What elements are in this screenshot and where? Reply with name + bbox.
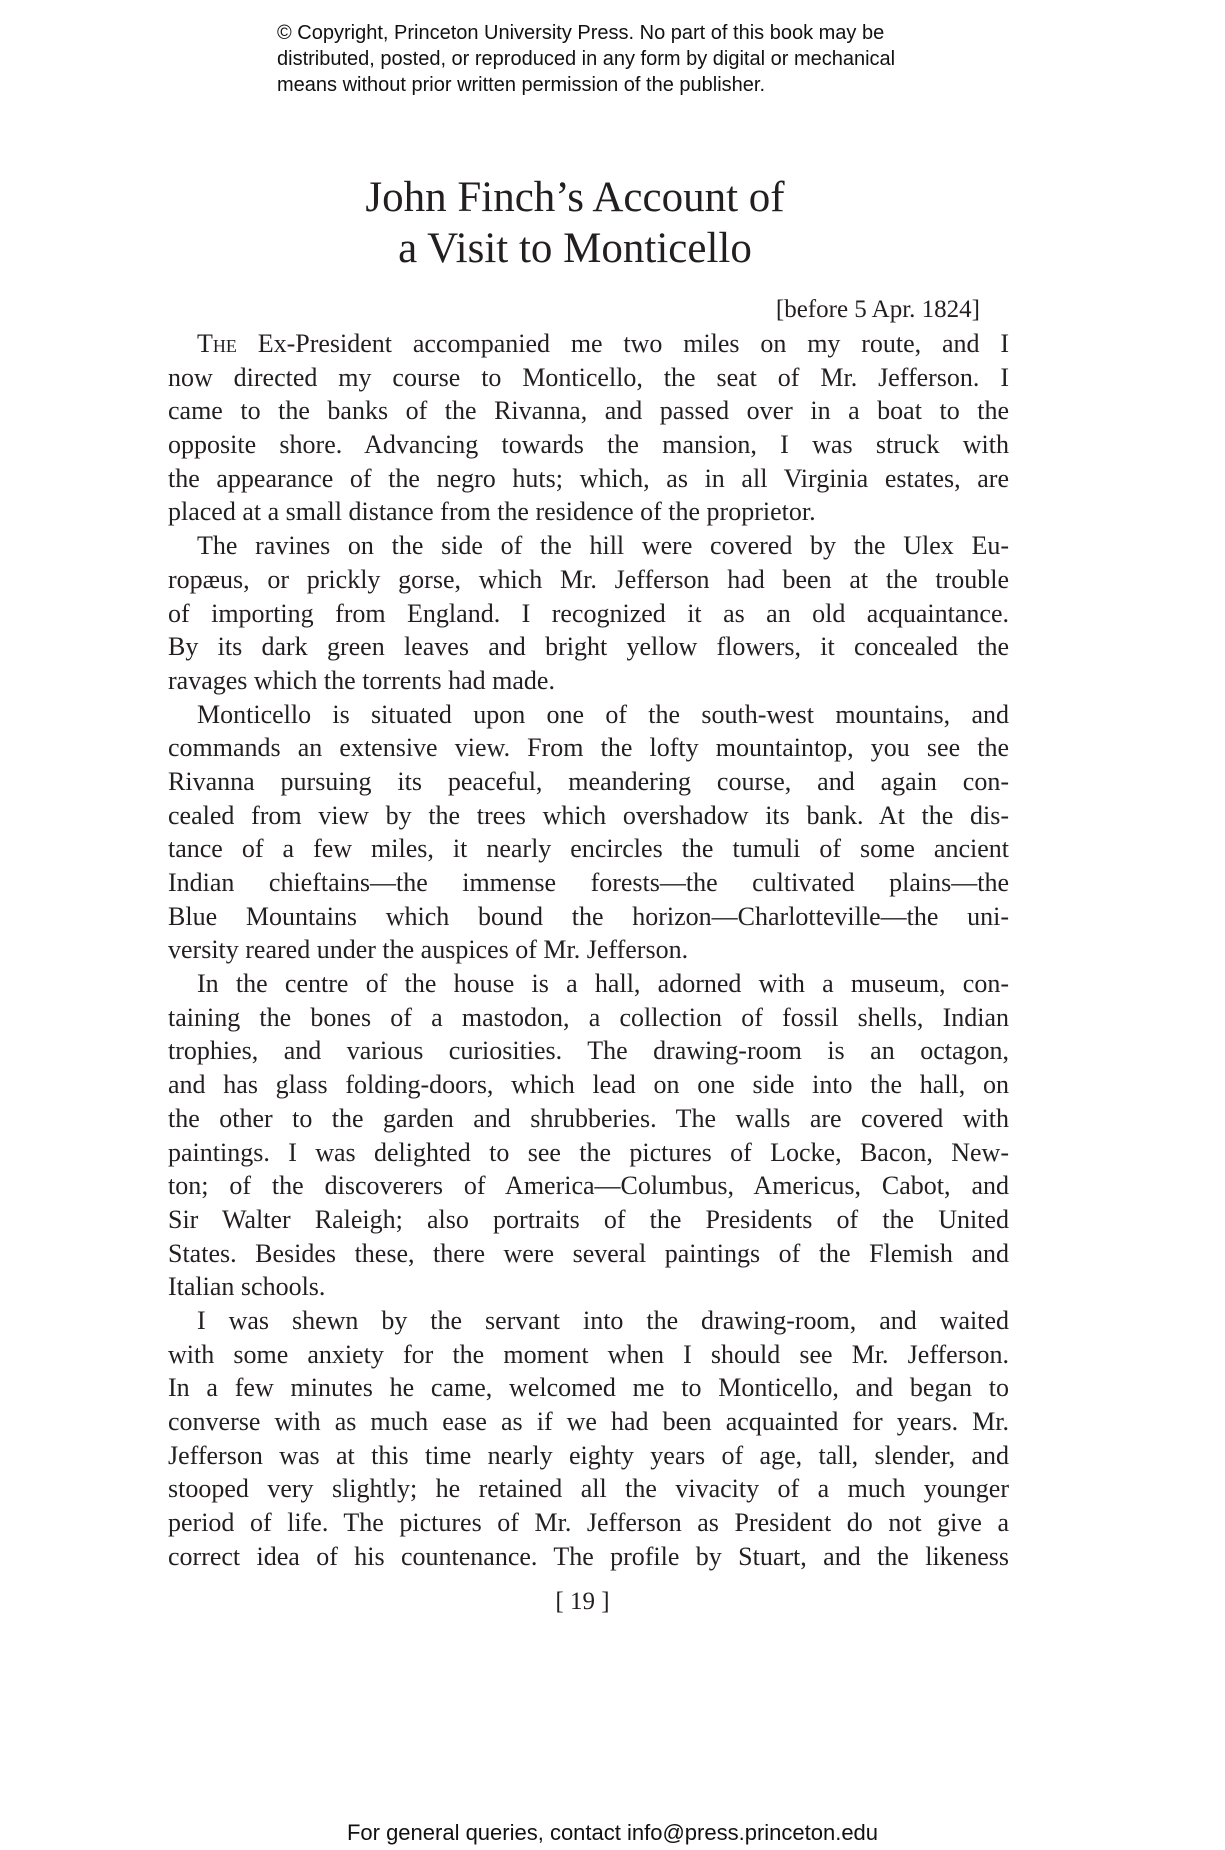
text-line: period of life. The pictures of Mr. Jefferson as President do not give a xyxy=(168,1508,1009,1538)
text-line: States. Besides these, there were several paintings of the Flemish and xyxy=(168,1238,1009,1268)
text-line: The ravines on the side of the hill were covered by the Ulex Eu- xyxy=(197,531,1009,561)
text-line: correct idea of his countenance. The profile by Stuart, and the likeness xyxy=(168,1541,1009,1571)
copyright-line: distributed, posted, or reproduced in any form by digital or mechanical xyxy=(277,48,896,70)
footer-contact: For general queries, contact info@press.princeton.edu xyxy=(346,1820,879,1845)
text-line: Indian chieftains—the immense forests—the cultivated plains—the xyxy=(168,868,1009,897)
text-line: the other to the garden and shrubberies. The walls are covered with xyxy=(168,1103,1009,1133)
paragraph xyxy=(168,698,1009,968)
text-line: taining the bones of a mastodon, a collection of fossil shells, Indian xyxy=(168,1002,1009,1032)
text-line xyxy=(168,327,1009,361)
paragraph xyxy=(168,967,1009,1304)
text-line: paintings. I was delighted to see the pictures of Locke, Bacon, New- xyxy=(168,1137,1009,1167)
text-line: stooped very slightly; he retained all the vivacity of a much younger xyxy=(168,1474,1009,1504)
text-line: tance of a few miles, it nearly encircles the tumuli of some ancient xyxy=(168,834,1009,864)
paragraph xyxy=(168,327,1009,529)
text-line: opposite shore. Advancing towards the mansion, I was struck with xyxy=(168,430,1009,460)
first-word-small-caps: The xyxy=(197,329,237,358)
copyright-notice xyxy=(277,20,895,98)
text-line: By its dark green leaves and bright yellow flowers, it concealed the xyxy=(168,632,1009,662)
text-line: placed at a small distance from the residence of the proprietor. xyxy=(168,497,816,527)
text-line: now directed my course to Monticello, the seat of Mr. Jefferson. I xyxy=(168,362,1009,392)
text-line: of importing from England. I recognized it as an old acquaintance. xyxy=(168,598,1009,628)
text-line: trophies, and various curiosities. The drawing-room is an octagon, xyxy=(168,1036,1009,1066)
line-text: Ex-President accompanied me two miles on my route, and I xyxy=(257,329,1010,358)
text-line: Blue Mountains which bound the horizon—Charlotteville—the uni- xyxy=(168,901,1009,931)
text-line: ton; of the discoverers of America—Columbus, Americus, Cabot, and xyxy=(168,1171,1009,1201)
date-note: [before 5 Apr. 1824] xyxy=(775,296,980,323)
body-text xyxy=(168,327,1009,1573)
text-line: Sir Walter Raleigh; also portraits of the Presidents of the United xyxy=(168,1204,1009,1234)
page-title xyxy=(0,172,1150,274)
text-line: and has glass folding-doors, which lead on one side into the hall, on xyxy=(168,1070,1009,1100)
text-line: converse with as much ease as if we had been acquainted for years. Mr. xyxy=(168,1407,1009,1436)
text-line: the appearance of the negro huts; which, as in all Virginia estates, are xyxy=(168,463,1009,493)
text-line: came to the banks of the Rivanna, and passed over in a boat to the xyxy=(168,396,1009,426)
text-line: Monticello is situated upon one of the south-west mountains, and xyxy=(197,699,1009,729)
text-line: Italian schools. xyxy=(168,1272,326,1302)
text-line: I was shewn by the servant into the drawing-room, and waited xyxy=(197,1305,1009,1335)
text-line: commands an extensive view. From the lofty mountaintop, you see the xyxy=(168,733,1009,763)
text-line: In a few minutes he came, welcomed me to Monticello, and began to xyxy=(168,1373,1009,1403)
copyright-line: © Copyright, Princeton University Press. No part of this book may be xyxy=(277,22,885,44)
text-line: ravages which the torrents had made. xyxy=(168,665,555,695)
text-line: Jefferson was at this time nearly eighty years of age, tall, slender, and xyxy=(168,1440,1009,1470)
copyright-line: means without prior written permission of the publisher. xyxy=(277,74,766,96)
text-line: Rivanna pursuing its peaceful, meandering course, and again con- xyxy=(168,766,1009,796)
text-line: In the centre of the house is a hall, adorned with a museum, con- xyxy=(197,969,1009,999)
paragraph xyxy=(168,1304,1009,1574)
text-line: ropæus, or prickly gorse, which Mr. Jefferson had been at the trouble xyxy=(168,564,1009,594)
paragraph xyxy=(168,529,1009,697)
title-line: a Visit to Monticello xyxy=(398,225,752,272)
title-line: John Finch’s Account of xyxy=(365,174,785,221)
page-number: [ 19 ] xyxy=(555,1588,610,1615)
text-line: versity reared under the auspices of Mr. Jefferson. xyxy=(168,935,689,965)
text-line: cealed from view by the trees which overshadow its bank. At the dis- xyxy=(168,800,1009,830)
text-line: with some anxiety for the moment when I should see Mr. Jefferson. xyxy=(168,1339,1009,1369)
